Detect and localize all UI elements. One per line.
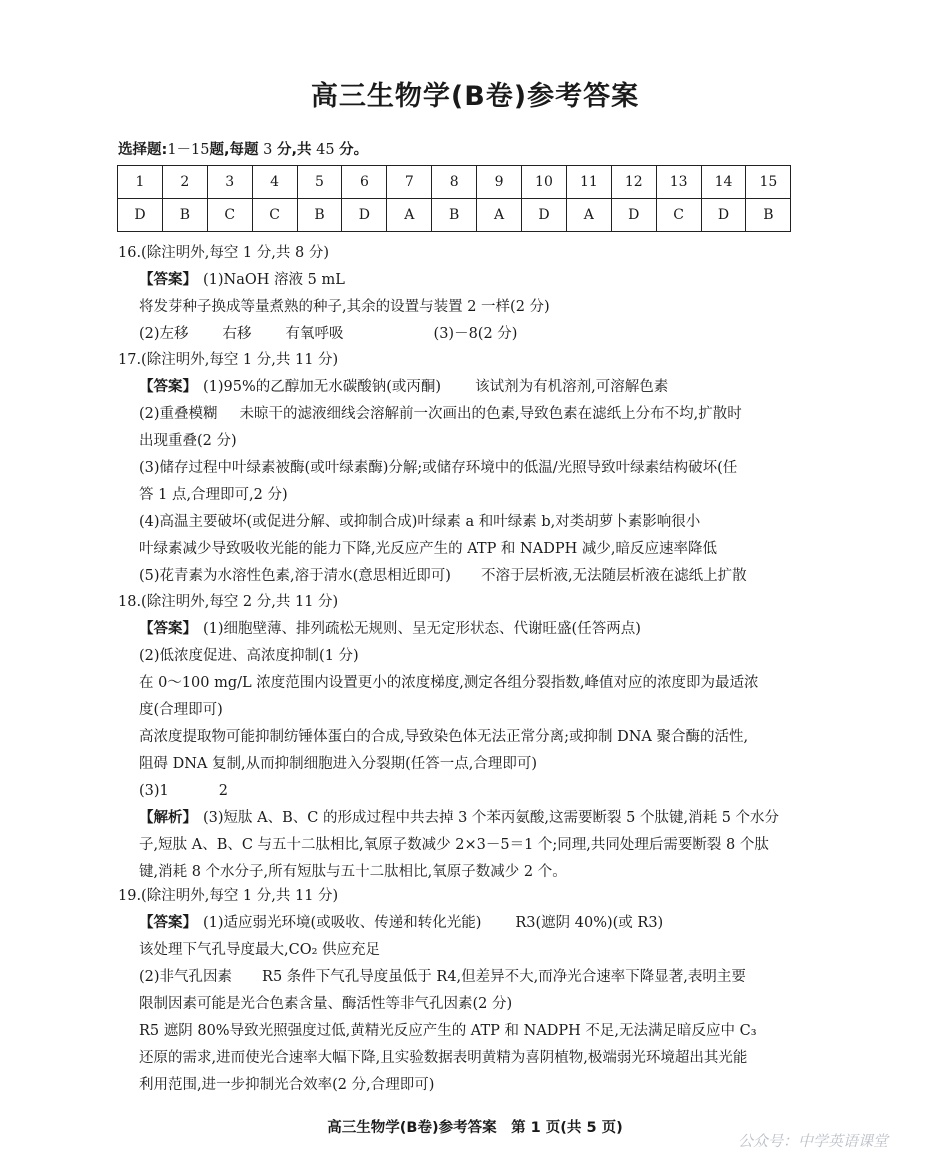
q19-line: 该处理下气孔导度最大,CO₂ 供应充足: [139, 942, 381, 958]
q16-header: 16.(除注明外,每空 1 分,共 8 分): [118, 245, 329, 261]
q19-line: (2)非气孔因素 R5 条件下气孔导度虽低于 R4,但差异不大,而净光合速率下降显著,表明主要: [139, 969, 746, 985]
answer-cell: A: [387, 199, 432, 232]
q17-line: 叶绿素减少导致吸收光能的能力下降,光反应产生的 ATP 和 NADPH 减少,暗反应速率降低: [139, 541, 717, 557]
q18-header: 18.(除注明外,每空 2 分,共 11 分): [118, 594, 339, 610]
q17-line: 答 1 点,合理即可,2 分): [139, 487, 288, 503]
q16-line: (2)左移 右移 有氧呼吸 (3)－8(2 分): [139, 326, 518, 342]
watermark: 公众号：中学英语课堂: [738, 1132, 889, 1150]
answer-cell: C: [656, 199, 701, 232]
answer-cell: D: [522, 199, 567, 232]
answer-tag: 【答案】: [139, 915, 197, 931]
q19-line: 还原的需求,进而使光合速率大幅下降,且实验数据表明黄精为喜阴植物,极端弱光环境超出其光能: [139, 1050, 748, 1066]
question-number: 14: [701, 166, 746, 199]
question-number: 10: [522, 166, 567, 199]
answer-cell: B: [746, 199, 791, 232]
q18-line: 键,消耗 8 个水分子,所有短肽与五十二肽相比,氧原子数减少 2 个。: [139, 864, 567, 880]
q19-line: 利用范围,进一步抑制光合效率(2 分,合理即可): [139, 1077, 435, 1093]
q17-line: 出现重叠(2 分): [139, 433, 237, 449]
q19-answer-line: 【答案】 (1)适应弱光环境(或吸收、传递和转化光能) R3(遮阴 40%)(或 R3): [139, 915, 664, 931]
question-number: 4: [252, 166, 297, 199]
q17-line: (5)花青素为水溶性色素,溶于清水(意思相近即可) 不溶于层析液,无法随层析液在滤纸上扩散: [139, 568, 747, 584]
q18-analysis-line: 【解析】 (3)短肽 A、B、C 的形成过程中共去掉 3 个苯丙氨酸,这需要断裂 5 个肽键,消耗 5 个水分: [139, 810, 780, 826]
answer-cell: D: [701, 199, 746, 232]
answer-cell: C: [252, 199, 297, 232]
question-number: 13: [656, 166, 701, 199]
answer-cell: C: [207, 199, 252, 232]
question-number: 9: [477, 166, 522, 199]
q18-line: (2)低浓度促进、高浓度抑制(1 分): [139, 648, 359, 664]
q17-line: (2)重叠模糊 未晾干的滤液细线会溶解前一次画出的色素,导致色素在滤纸上分布不均,扩散时: [139, 406, 742, 422]
page-title: 高三生物学(B卷)参考答案: [310, 81, 640, 112]
q18-line: (3)1 2: [139, 783, 228, 799]
q18-answer-line: 【答案】 (1)细胞壁薄、排列疏松无规则、呈无定形状态、代谢旺盛(任答两点): [139, 621, 641, 637]
answer-cell: D: [342, 199, 387, 232]
question-number: 2: [162, 166, 207, 199]
question-number: 11: [566, 166, 611, 199]
q19-line: 限制因素可能是光合色素含量、酶活性等非气孔因素(2 分): [139, 996, 513, 1012]
q18-line: 高浓度提取物可能抑制纺锤体蛋白的合成,导致染色体无法正常分离;或抑制 DNA 聚合酶的活性,: [139, 729, 749, 745]
answer-tag: 【答案】: [139, 379, 197, 395]
q16-line: 将发芽种子换成等量煮熟的种子,其余的设置与装置 2 一样(2 分): [139, 299, 550, 315]
answer-cell: B: [297, 199, 342, 232]
answer-cell: B: [162, 199, 207, 232]
question-number: 3: [207, 166, 252, 199]
answer-cell: D: [611, 199, 656, 232]
selection-header: 选择题:1－15题,每题 3 分,共 45 分。: [118, 142, 369, 158]
q19-line: R5 遮阴 80%导致光照强度过低,黄精光反应产生的 ATP 和 NADPH 不足,无法满足暗反应中 C₃: [139, 1023, 757, 1039]
question-number: 15: [746, 166, 791, 199]
question-number: 8: [432, 166, 477, 199]
answer-row: [118, 199, 791, 232]
q18-line: 阻碍 DNA 复制,从而抑制细胞进入分裂期(任答一点,合理即可): [139, 756, 538, 772]
question-number: 7: [387, 166, 432, 199]
q16-answer-line: 【答案】 (1)NaOH 溶液 5 mL: [139, 272, 345, 288]
question-number: 6: [342, 166, 387, 199]
question-number: 12: [611, 166, 656, 199]
q19-header: 19.(除注明外,每空 1 分,共 11 分): [118, 888, 339, 904]
question-number-row: [118, 166, 791, 199]
answer-cell: A: [477, 199, 522, 232]
analysis-tag: 【解析】: [139, 810, 197, 826]
q17-answer-line: 【答案】 (1)95%的乙醇加无水碳酸钠(或丙酮) 该试剂为有机溶剂,可溶解色素: [139, 379, 669, 395]
question-number: 5: [297, 166, 342, 199]
q17-line: (3)储存过程中叶绿素被酶(或叶绿素酶)分解;或储存环境中的低温/光照导致叶绿素结构破坏(任: [139, 460, 738, 476]
q17-header: 17.(除注明外,每空 1 分,共 11 分): [118, 352, 339, 368]
page-footer: 高三生物学(B卷)参考答案 第 1 页(共 5 页): [327, 1120, 623, 1136]
answer-table: [117, 165, 791, 232]
question-number: 1: [118, 166, 163, 199]
answer-cell: B: [432, 199, 477, 232]
q17-line: (4)高温主要破坏(或促进分解、或抑制合成)叶绿素 a 和叶绿素 b,对类胡萝卜素影响很小: [139, 514, 701, 530]
answer-cell: D: [118, 199, 163, 232]
answer-tag: 【答案】: [139, 621, 197, 637]
q18-line: 度(合理即可): [139, 702, 223, 718]
q18-line: 在 0～100 mg/L 浓度范围内设置更小的浓度梯度,测定各组分裂指数,峰值对应的浓度即为最适浓: [139, 675, 759, 691]
answer-cell: A: [566, 199, 611, 232]
answer-tag: 【答案】: [139, 272, 197, 288]
q18-line: 子,短肽 A、B、C 与五十二肽相比,氧原子数减少 2×3－5＝1 个;同理,共同处理后需要断裂 8 个肽: [139, 837, 769, 853]
